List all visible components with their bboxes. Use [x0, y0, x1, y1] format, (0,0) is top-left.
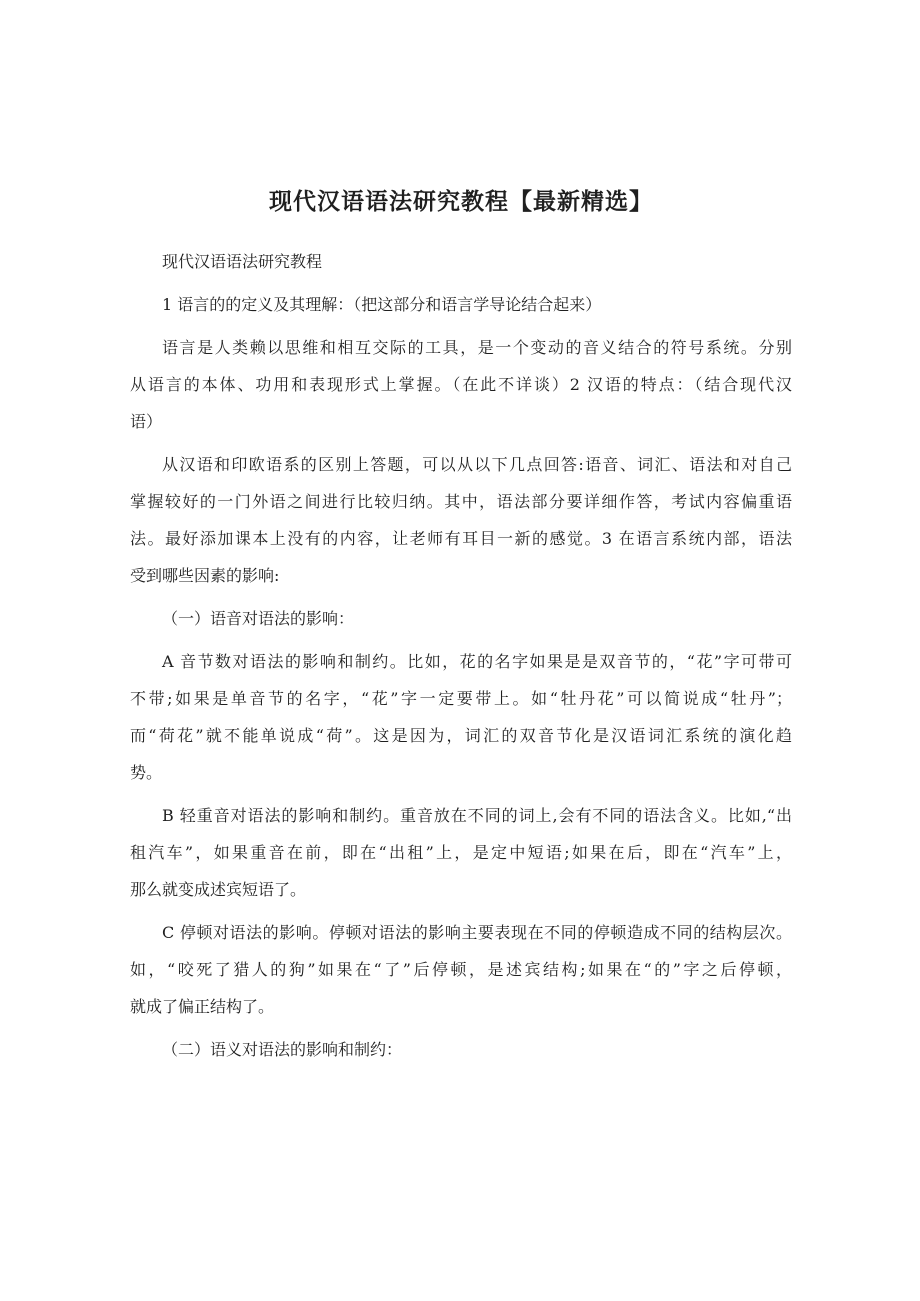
text-line: 势。 — [130, 763, 163, 782]
text-line: A 音节数对语法的影响和制约。比如，花的名字如果是是双音节的，“花”字可带可 — [162, 652, 792, 671]
text-line: 从汉语和印欧语系的区别上答题，可以从以下几点回答:语音、词汇、语法和对自己 — [162, 455, 792, 474]
paragraph — [130, 914, 792, 1025]
paragraph — [130, 329, 792, 440]
text-line: 语言是人类赖以思维和相互交际的工具，是一个变动的音义结合的符号系统。分别 — [162, 338, 792, 357]
paragraph — [130, 1031, 792, 1068]
text-line: 租汽车”，如果重音在前，即在“出租”上，是定中短语;如果在后，即在“汽车”上， — [130, 843, 792, 862]
text-line: （一）语音对语法的影响： — [162, 609, 355, 628]
paragraph — [130, 286, 792, 323]
text-line: 1 语言的的定义及其理解：（把这部分和语言学导论结合起来） — [162, 295, 602, 314]
paragraph — [130, 446, 792, 594]
text-line: 不带;如果是单音节的名字，“花”字一定要带上。如“牡丹花”可以简说成“牡丹”； — [130, 689, 792, 708]
text-line: 法。最好添加课本上没有的内容，让老师有耳目一新的感觉。3 在语言系统内部，语法 — [130, 529, 792, 548]
text-line: （二）语义对语法的影响和制约： — [162, 1040, 403, 1059]
text-line: 掌握较好的一门外语之间进行比较归纳。其中，语法部分要详细作答，考试内容偏重语 — [130, 492, 792, 511]
text-line: 从语言的本体、功用和表现形式上掌握。（在此不详谈）2 汉语的特点：（结合现代汉 — [130, 375, 792, 394]
document-title: 现代汉语语法研究教程【最新精选】 — [269, 188, 653, 215]
text-line: 而“荷花”就不能单说成“荷”。这是因为，词汇的双音节化是汉语词汇系统的演化趋 — [130, 726, 792, 745]
paragraph — [130, 643, 792, 791]
text-line: 语） — [130, 412, 163, 431]
text-line: 那么就变成述宾短语了。 — [130, 880, 307, 899]
paragraph — [130, 243, 792, 280]
text-line: 就成了偏正结构了。 — [130, 997, 275, 1016]
document-content — [130, 187, 792, 1074]
text-line: 现代汉语语法研究教程 — [162, 252, 323, 271]
paragraph — [130, 797, 792, 908]
document-body — [130, 243, 792, 1068]
text-line: C 停顿对语法的影响。停顿对语法的影响主要表现在不同的停顿造成不同的结构层次。 — [162, 923, 792, 942]
text-line: 受到哪些因素的影响: — [130, 566, 280, 585]
text-line: 如，“咬死了猎人的狗”如果在“了”后停顿，是述宾结构;如果在“的”字之后停顿， — [130, 960, 792, 979]
paragraph — [130, 600, 792, 637]
text-line: B 轻重音对语法的影响和制约。重音放在不同的词上,会有不同的语法含义。比如,“出 — [162, 806, 792, 825]
